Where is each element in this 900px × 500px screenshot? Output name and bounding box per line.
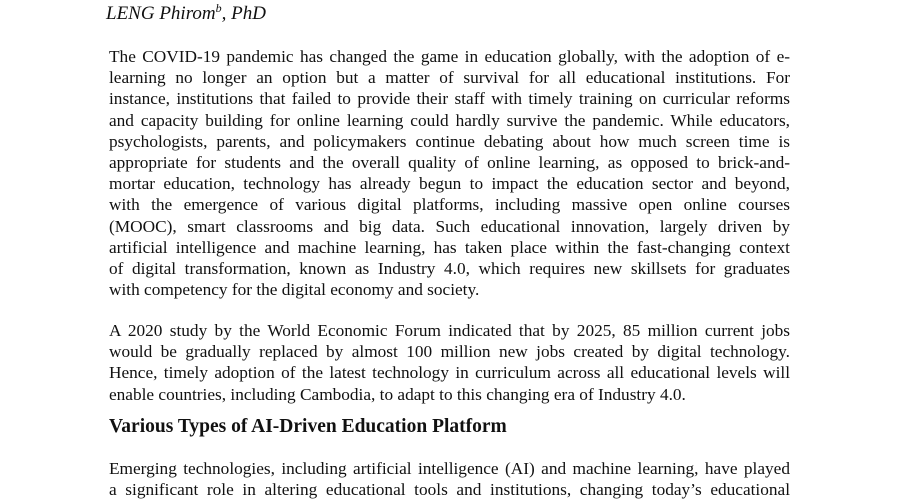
- paragraph-emerging-tech: [109, 458, 790, 500]
- paragraph-line: Emerging technologies, including artificial intelligence (AI) and machine learning, have played: [109, 459, 790, 478]
- author-affiliation-superscript: b: [215, 1, 222, 15]
- paragraph-line: The COVID-19 pandemic has changed the game in education globally, with the adoption of e-: [109, 47, 790, 66]
- paragraph-line: appropriate for students and the overall quality of online learning, as opposed to brick-and-: [109, 153, 790, 173]
- paragraph-line: a significant role in altering educational tools and institutions, changing today’s educational: [109, 480, 790, 500]
- paragraph-line: learning no longer an option but a matter of survival for all educational institutions. For: [109, 68, 790, 88]
- paragraph-line: and capacity building for online learning could hardly survive the pandemic. While educators,: [109, 110, 790, 130]
- paragraph-line: psychologists, parents, and policymakers continue debating about how much screen time is: [109, 131, 790, 151]
- paragraph-line: artificial intelligence and machine learning, has taken place within the fast-changing context: [109, 237, 790, 257]
- paragraph-line: Hence, timely adoption of the latest technology in curriculum across all educational levels will: [109, 363, 790, 383]
- paragraph-line: A 2020 study by the World Economic Forum indicated that by 2025, 85 million current jobs: [109, 321, 790, 340]
- author-name: LENG Phirom: [106, 3, 216, 24]
- paragraph-line: would be gradually replaced by almost 100 million new jobs created by digital technology.: [109, 342, 790, 362]
- paragraph-line: enable countries, including Cambodia, to adapt to this changing era of Industry 4.0.: [109, 384, 686, 404]
- paragraph-line: with the emergence of various digital platforms, including massive open online courses: [109, 195, 790, 215]
- author-degree: , PhD: [221, 3, 266, 24]
- paragraph-line: instance, institutions that failed to provide their staff with timely training on curricular reforms: [109, 89, 790, 109]
- paragraph-line: mortar education, technology has already begun to impact the education sector and beyond,: [109, 174, 790, 194]
- paragraph-wef-study: [109, 320, 790, 405]
- paragraph-line: of digital transformation, known as Industry 4.0, which requires new skillsets for graduates: [109, 259, 790, 279]
- section-heading: Various Types of AI-Driven Education Platform: [109, 416, 507, 437]
- paragraph-covid-elearning: [109, 46, 790, 300]
- author-line: [106, 2, 266, 26]
- paragraph-line: with competency for the digital economy and society.: [109, 280, 480, 300]
- paragraph-line: (MOOC), smart classrooms and big data. Such educational innovation, largely driven by: [109, 216, 790, 236]
